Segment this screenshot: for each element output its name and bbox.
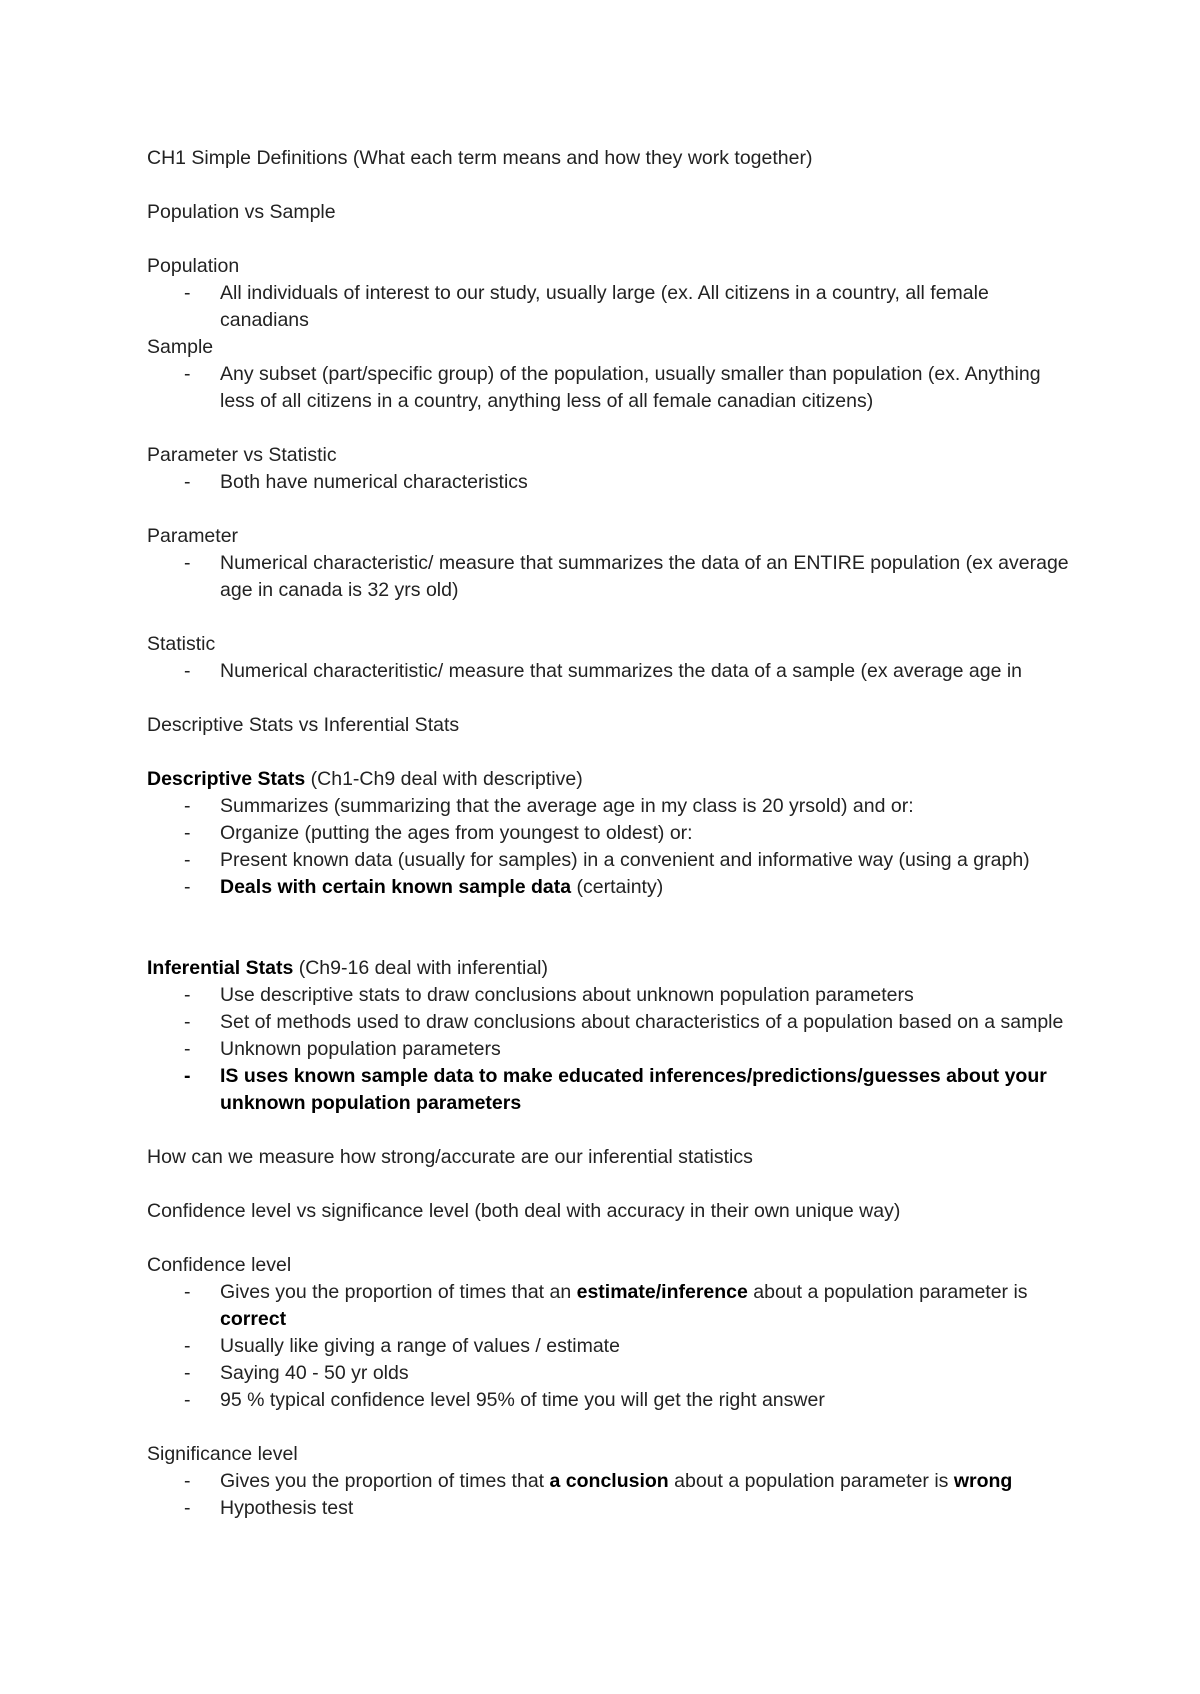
list-item: - Present known data (usually for samples) in a convenient and informative way (using a graph)	[147, 847, 1077, 874]
bullet-dash: -	[184, 849, 191, 871]
list-item: - Gives you the proportion of times that a conclusion about a population parameter is wrong	[147, 1468, 1077, 1495]
list-item: - Numerical characteritistic/ measure that summarizes the data of a sample (ex average age in	[147, 658, 1077, 685]
list-item: - Numerical characteristic/ measure that summarizes the data of an ENTIRE population (ex average age in canada is 32 yrs old)	[184, 552, 1069, 601]
parameter-bullets	[147, 550, 1077, 604]
document-title: CH1 Simple Definitions (What each term means and how they work together)	[147, 147, 813, 169]
statistic-bullets	[147, 658, 1077, 685]
bullet-dash: -	[184, 1011, 191, 1033]
bullet-dash: -	[184, 471, 191, 493]
list-item: - Use descriptive stats to draw conclusions about unknown population parameters	[147, 982, 1077, 1009]
param-vs-stat-bullets	[147, 469, 1077, 496]
accuracy-question: How can we measure how strong/accurate are our inferential statistics	[147, 1146, 753, 1168]
confidence-bullets	[147, 1279, 1077, 1414]
bullet-dash: -	[184, 660, 191, 682]
bullet-dash: -	[184, 1497, 191, 1519]
list-item: - Organize (putting the ages from youngest to oldest) or:	[147, 820, 1077, 847]
list-item: - IS uses known sample data to make educated inferences/predictions/guesses about your unknown population parameters	[184, 1065, 1047, 1114]
bullet-dash: -	[184, 1038, 191, 1060]
term-sample: Sample	[147, 336, 214, 358]
bullet-dash: -	[184, 1389, 191, 1411]
bullet-dash: -	[184, 282, 191, 304]
section-heading-population-vs-sample: Population vs Sample	[147, 201, 336, 223]
list-item: - Any subset (part/specific group) of the population, usually smaller than population (ex. Anything less of all citizens in a country, anything less of all female canadian citizens)	[184, 363, 1041, 412]
significance-bullets	[147, 1468, 1077, 1522]
list-item: - All individuals of interest to our study, usually large (ex. All citizens in a country, all female canadians	[184, 282, 989, 331]
term-inferential-stats: Inferential Stats (Ch9-16 deal with inferential)	[147, 957, 549, 979]
bullet-dash: -	[184, 1281, 191, 1303]
term-population: Population	[147, 255, 240, 277]
bullet-dash: -	[184, 876, 191, 898]
term-descriptive-stats: Descriptive Stats (Ch1-Ch9 deal with descriptive)	[147, 768, 583, 790]
list-item: - Set of methods used to draw conclusions about characteristics of a population based on a sample	[147, 1009, 1077, 1036]
list-item: - Both have numerical characteristics	[147, 469, 1077, 496]
section-heading-descriptive-vs-inferential: Descriptive Stats vs Inferential Stats	[147, 714, 460, 736]
list-item: - Usually like giving a range of values / estimate	[147, 1333, 1077, 1360]
bullet-dash: -	[184, 1470, 191, 1492]
bullet-dash: -	[184, 552, 191, 574]
term-significance-level: Significance level	[147, 1443, 298, 1465]
bullet-dash: -	[184, 984, 191, 1006]
bullet-dash: -	[184, 1335, 191, 1357]
term-parameter: Parameter	[147, 525, 239, 547]
list-item: - Gives you the proportion of times that an estimate/inference about a population parameter is correct	[184, 1281, 1028, 1330]
bullet-dash: -	[184, 1065, 191, 1087]
list-item: - Summarizes (summarizing that the average age in my class is 20 yrsold) and or:	[147, 793, 1077, 820]
term-statistic: Statistic	[147, 633, 216, 655]
list-item: - Unknown population parameters	[147, 1036, 1077, 1063]
descriptive-bullets	[147, 793, 1077, 901]
inferential-bullets	[147, 982, 1077, 1117]
section-heading-confidence-vs-significance: Confidence level vs significance level (both deal with accuracy in their own unique way)	[147, 1200, 901, 1222]
list-item: - Hypothesis test	[147, 1495, 1077, 1522]
bullet-dash: -	[184, 822, 191, 844]
list-item: - Saying 40 - 50 yr olds	[147, 1360, 1077, 1387]
bullet-dash: -	[184, 1362, 191, 1384]
population-bullets	[147, 280, 1077, 334]
document-page	[147, 145, 1077, 1522]
term-confidence-level: Confidence level	[147, 1254, 292, 1276]
list-item: - 95 % typical confidence level 95% of time you will get the right answer	[147, 1387, 1077, 1414]
sample-bullets	[147, 361, 1077, 415]
section-heading-parameter-vs-statistic: Parameter vs Statistic	[147, 444, 337, 466]
list-item: - Deals with certain known sample data (certainty)	[147, 874, 1077, 901]
bullet-dash: -	[184, 363, 191, 385]
bullet-dash: -	[184, 795, 191, 817]
